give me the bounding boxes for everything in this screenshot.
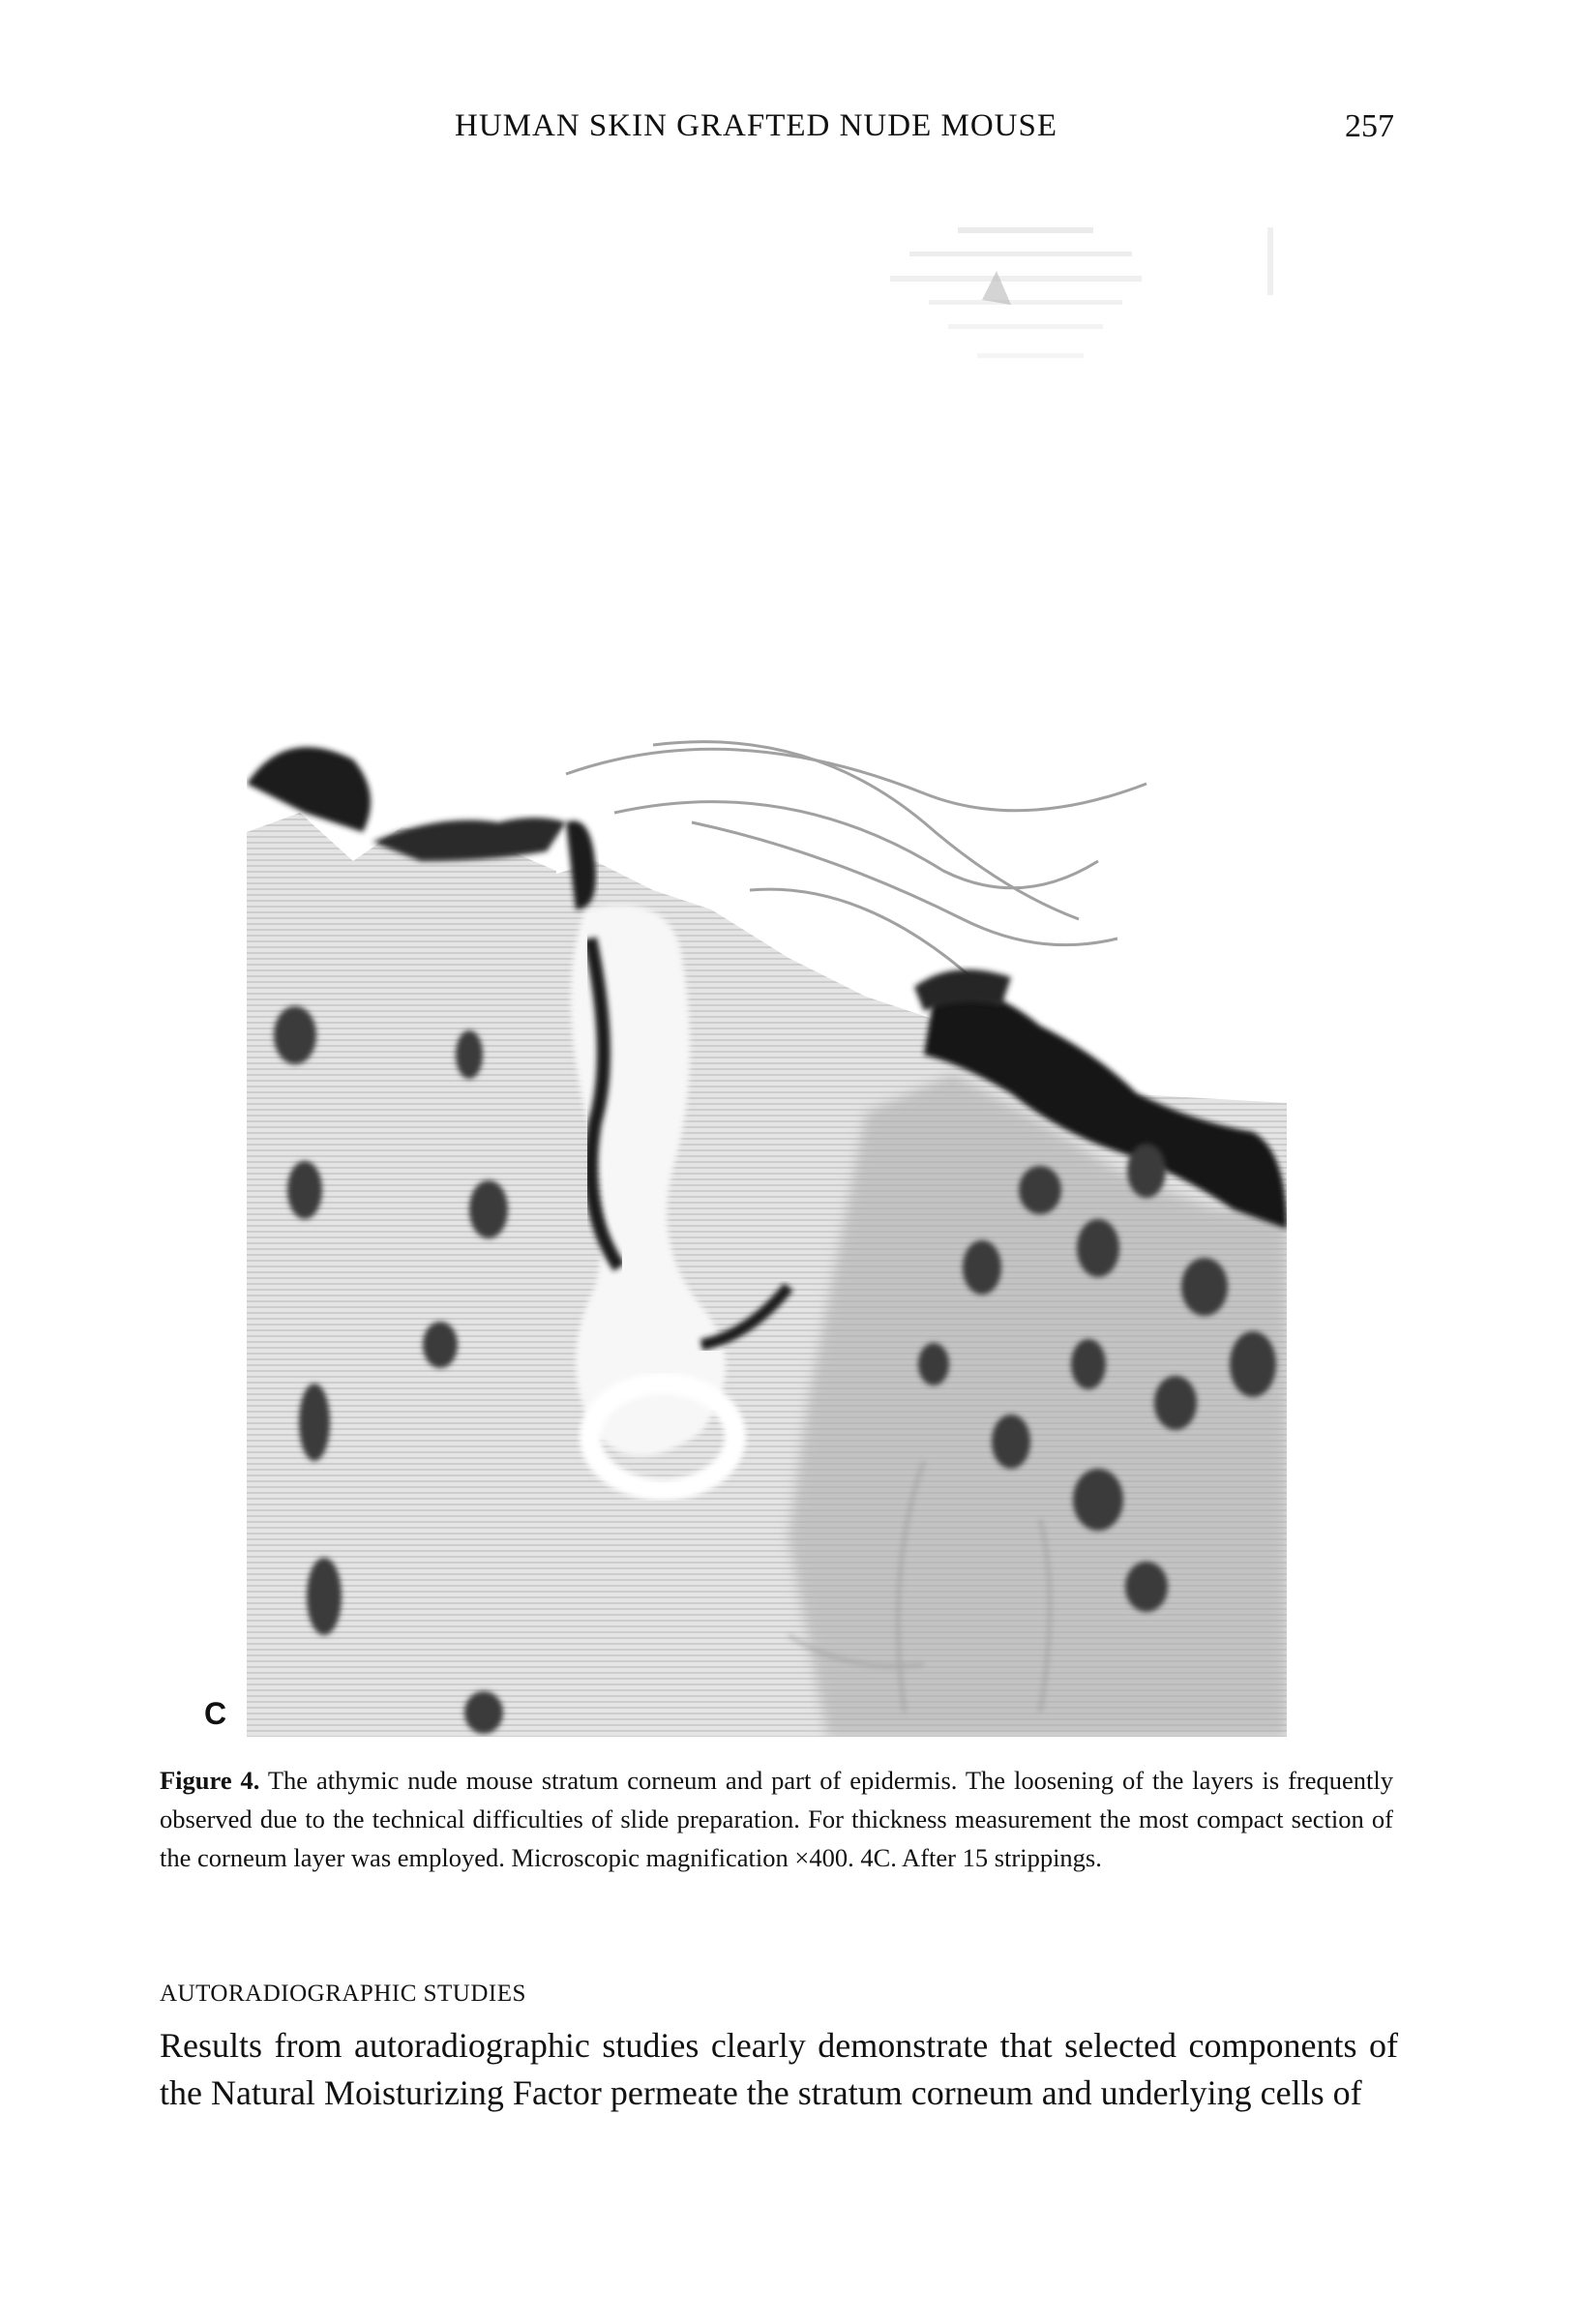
page-number: 257 [1345, 108, 1394, 144]
figure-panel-label: C [204, 1696, 227, 1731]
faint-print-through [851, 208, 1287, 411]
section-heading: AUTORADIOGRAPHIC STUDIES [160, 1981, 526, 2007]
figure-caption-text: The athymic nude mouse stratum corneum and part of epidermis. The loosening of the layers is frequently observed due to the technical difficulties of slide preparation. For thickness measurement the most compact section of the corneum layer was employed. Microscopic magnification ×400. 4C. After 15 strippings. [160, 1766, 1394, 1872]
micrograph-image [247, 668, 1287, 1737]
running-head: HUMAN SKIN GRAFTED NUDE MOUSE [455, 108, 1058, 143]
figure-caption-label: Figure 4. [160, 1766, 260, 1795]
figure-caption [160, 1761, 1393, 1877]
body-paragraph: Results from autoradiographic studies clearly demonstrate that selected components of the Natural Moisturizing Factor permeate the stratum corneum and underlying cells of [160, 2026, 1398, 2112]
